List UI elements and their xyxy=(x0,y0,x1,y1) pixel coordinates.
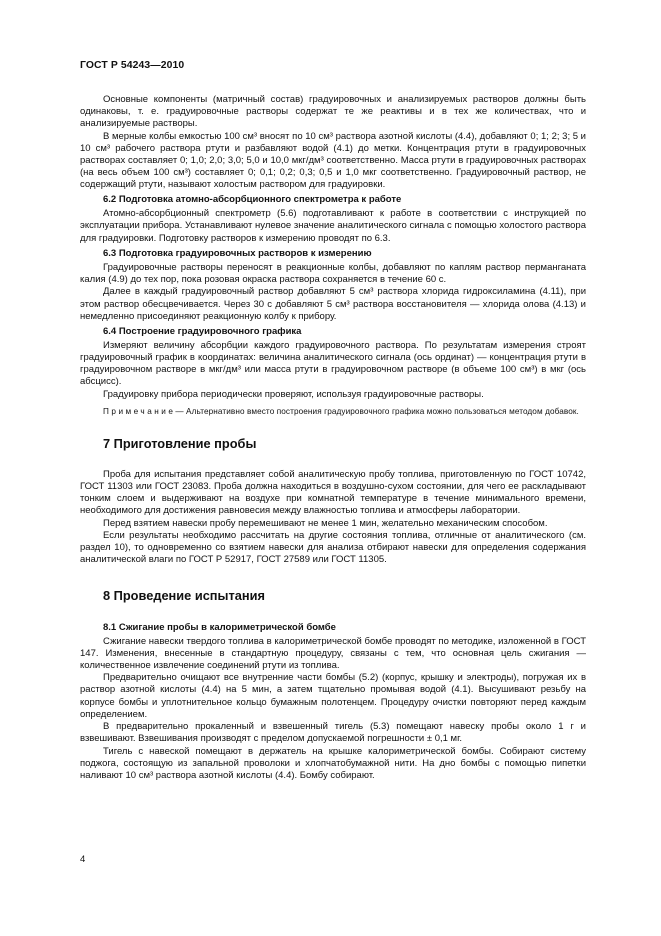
paragraph: Проба для испытания представляет собой аналитическую пробу топлива, приготовленную по ГОСТ 10742, ГОСТ 11303 или ГОСТ 23083. Проба должна находиться в воздушно-сухом состоянии, для чего ее раскладывают тонким слоем и выдерживают на воздухе при комнатной температуре в течение минимального времени, необходимого для достижения равновесия между влажностью топлива и атмосферы лаборатории. xyxy=(80,468,586,517)
paragraph: Сжигание навески твердого топлива в калориметрической бомбе проводят по методике, изложенной в ГОСТ 147. Изменения, внесенные в стандартную процедуру, связаны с тем, что основная цель сжигания — количественное извлечение соединений ртути из топлива. xyxy=(80,635,586,671)
paragraph: Атомно-абсорбционный спектрометр (5.6) подготавливают к работе в соответствии с инструкцией по эксплуатации прибора. Устанавливают нулевое значение аналитического сигнала с помощью холостого раствора для градуировки. Подготовку растворов к измерению проводят по 6.3. xyxy=(80,208,586,244)
paragraph: В мерные колбы емкостью 100 см³ вносят по 10 см³ раствора азотной кислоты (4.4), добавляют 0; 1; 2; 3; 5 и 10 см³ рабочего раствора ртути и разбавляют водой (4.1) до метки. Концентрация ртути в градуировочных растворах составляет 0; 1,0; 2,0; 3,0; 5,0 и 10,0 мкг/дм³ соответственно. Масса ртути в градуировочных растворах (на весь объем 100 см³) составляет 0; 0,1; 0,2; 0,3; 0,5 и 1,0 мкг соответственно. Градуировочный раствор, не содержащий ртути, называют холостым раствором для градуировки. xyxy=(80,130,586,191)
section-heading-7: 7 Приготовление пробы xyxy=(103,435,257,451)
page-number: 4 xyxy=(80,854,86,865)
section-heading-8: 8 Проведение испытания xyxy=(103,587,265,603)
paragraph: Далее в каждый градуировочный раствор добавляют 5 см³ раствора хлорида гидроксиламина (4.11), при этом раствор обесцвечивается. Через 30 с добавляют 5 см³ раствора восстановителя — хлорида олова (4.13) и немедленно присоединяют реакционную колбу к прибору. xyxy=(80,286,586,322)
paragraph: В предварительно прокаленный и взвешенный тигель (5.3) помещают навеску пробы около 1 г и взвешивают. Взвешивания производят с пределом допускаемой погрешности ± 0,1 мг. xyxy=(80,721,586,745)
paragraph: Тигель с навеской помещают в держатель на крышке калориметрической бомбы. Собирают систему поджога, состоящую из запальной проволоки и хлопчатобумажной нити. На дно бомбы с помощью пипетки наливают 10 см³ раствора азотной кислоты (4.4). Бомбу собирают. xyxy=(80,745,586,782)
note-text: — Альтернативно вместо построения градуировочного графика можно пользоваться методом добавок. xyxy=(175,406,579,416)
standard-header: ГОСТ Р 54243—2010 xyxy=(80,60,185,71)
subsection-heading-6-3: 6.3 Подготовка градуировочных растворов к измерению xyxy=(103,247,372,259)
paragraph: Градуировочные растворы переносят в реакционные колбы, добавляют по каплям раствор перманганата калия (4.9) до тех пор, пока розовая окраска раствора сохраняется в течение 60 с. xyxy=(80,261,586,285)
paragraph: Измеряют величину абсорбции каждого градуировочного раствора. По результатам измерения строят градуировочный график в координатах: величина аналитического сигнала (ось ординат) — концентрация ртути в градуировочном растворе в мкг/дм³ или масса ртути в градуировочном растворе (в объеме 100 см³) в мкг (ось абсцисс). xyxy=(80,339,586,388)
paragraph: Основные компоненты (матричный состав) градуировочных и анализируемых растворов должны быть одинаковы, т. е. градуировочные растворы содержат те же реактивы и в тех же количествах, что и анализируемые растворы. xyxy=(80,94,586,130)
subsection-heading-6-4: 6.4 Построение градуировочного графика xyxy=(103,325,302,337)
note xyxy=(80,406,586,417)
document-body xyxy=(80,94,586,783)
paragraph: Перед взятием навески пробу перемешивают не менее 1 мин, желательно механическим способом. xyxy=(103,517,548,529)
note-label: Примечание xyxy=(103,406,176,416)
paragraph: Градуировку прибора периодически проверяют, используя градуировочные растворы. xyxy=(103,388,484,400)
paragraph: Если результаты необходимо рассчитать на другие состояния топлива, отличные от аналитического (см. раздел 10), то одновременно со взятием навески для анализа отбирают навески для определения содержания аналитической влаги по ГОСТ Р 52917, ГОСТ 27589 или ГОСТ 11305. xyxy=(80,530,586,566)
subsection-heading-6-2: 6.2 Подготовка атомно-абсорбционного спектрометра к работе xyxy=(103,194,402,206)
subsection-heading-8-1: 8.1 Сжигание пробы в калориметрической бомбе xyxy=(103,621,336,633)
paragraph: Предварительно очищают все внутренние части бомбы (5.2) (корпус, крышку и электроды), погружая их в раствор азотной кислоты (4.4) на 5 мин, а затем тщательно промывая водой (4.1). Высушивают резьбу на корпусе бомбы и уплотнительное кольцо бумажным полотенцем. Процедуру очистки повторяют перед каждым определением. xyxy=(80,672,586,720)
